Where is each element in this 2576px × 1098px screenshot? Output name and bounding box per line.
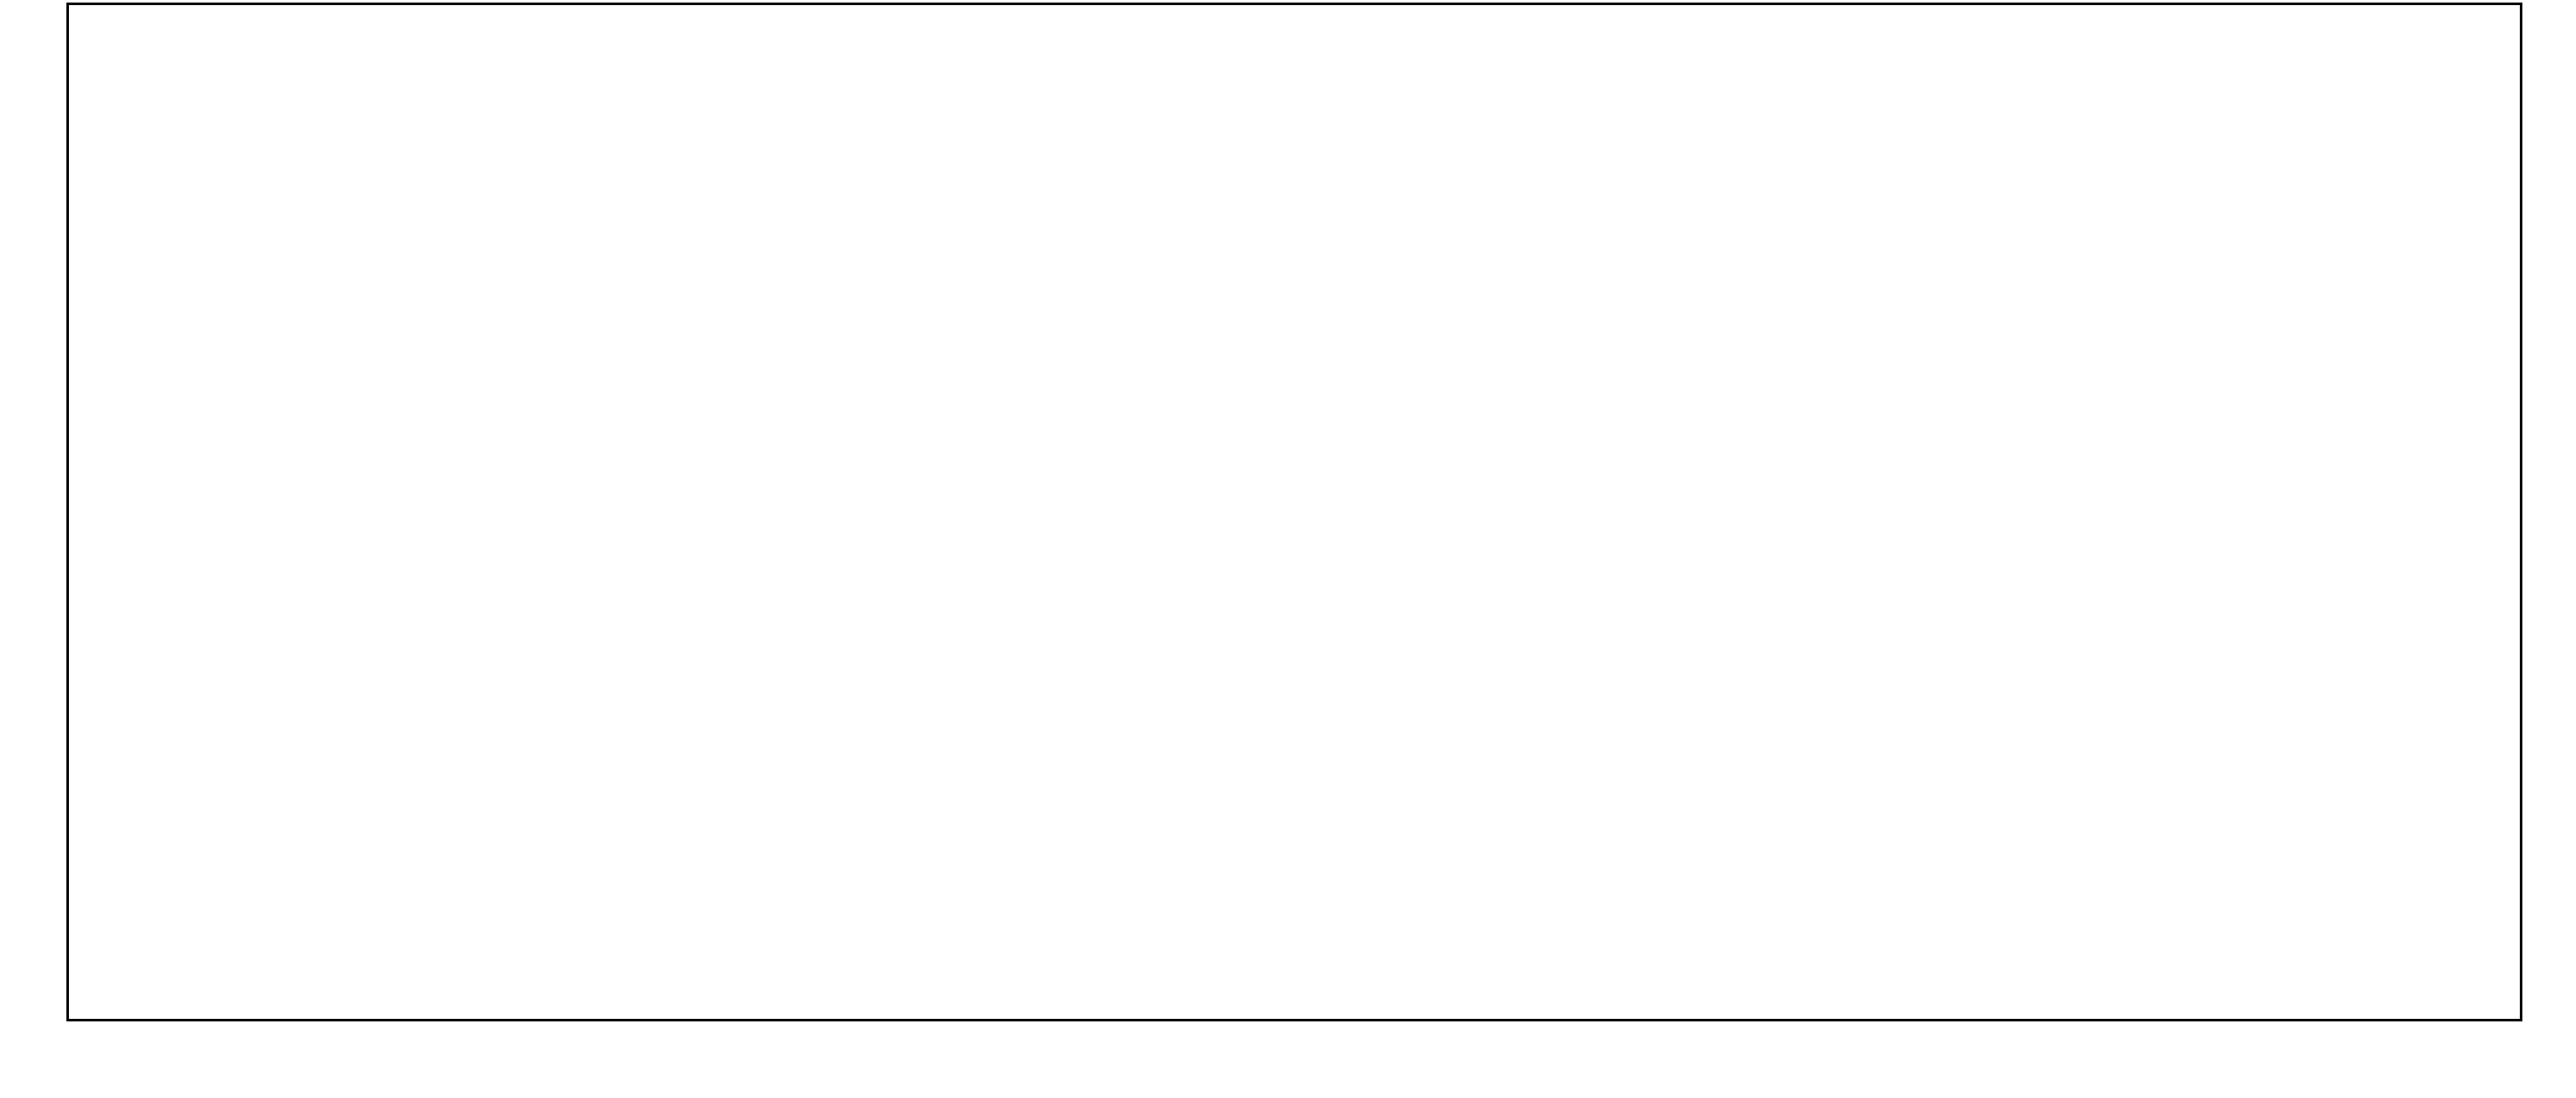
recruitment-table <box>66 3 2522 1021</box>
